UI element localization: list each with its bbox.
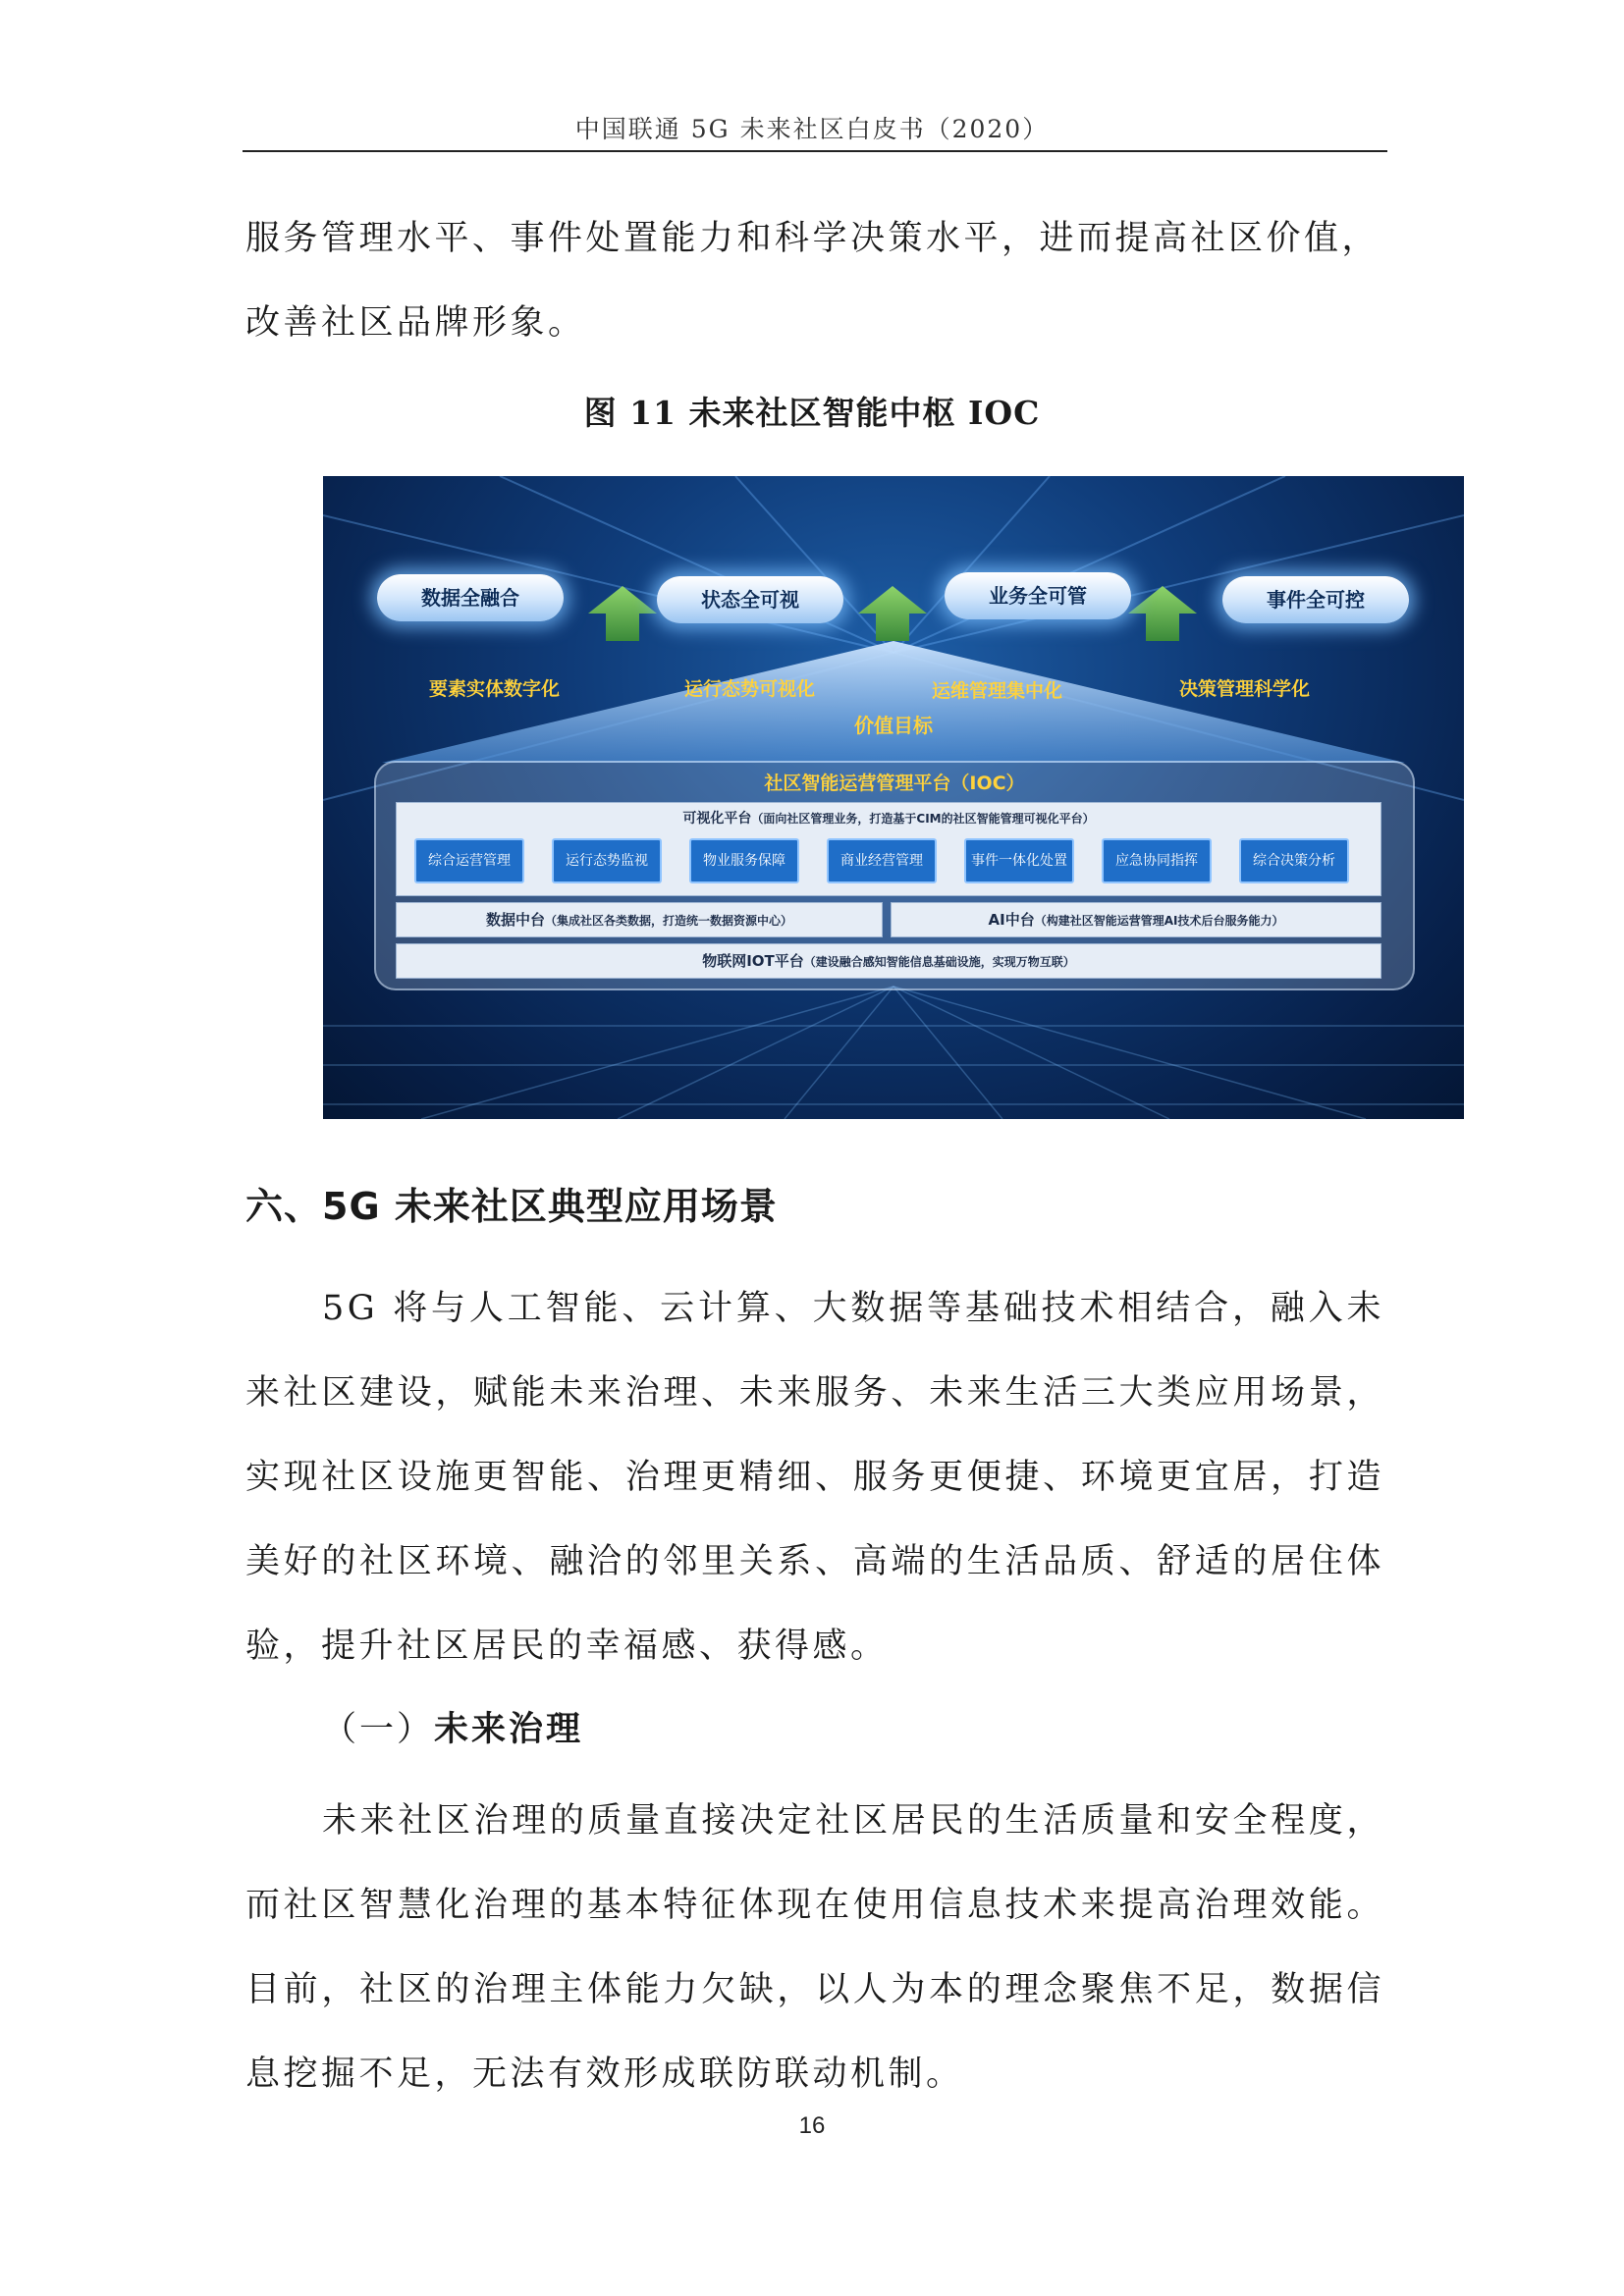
page-number: 16 xyxy=(798,2112,826,2139)
arrow-label-1: 要素实体数字化 xyxy=(429,678,561,700)
ai-platform-subtitle: （构建社区智能运营管理AI技术后台服务能力） xyxy=(1034,914,1284,928)
goal-pill-2: 状态全可视 xyxy=(657,576,843,623)
ioc-platform-panel xyxy=(374,761,1415,990)
subsection-heading xyxy=(322,1702,583,1751)
intro-paragraph xyxy=(245,196,1384,365)
module-box: 综合决策分析 xyxy=(1239,838,1349,883)
iot-platform-title: 物联网IOT平台 xyxy=(702,952,804,970)
iot-platform-bar xyxy=(396,943,1381,979)
module-box: 事件一体化处置 xyxy=(964,838,1074,883)
subsection-paragraph-text: 未来社区治理的质量直接决定社区居民的生活质量和安全程度，而社区智慧化治理的基本特征体现在使用信息技术来提高治理效能。目前，社区的治理主体能力欠缺，以人为本的理念聚焦不足，数据信息挖掘不足，无法有效形成联防联动机制。 xyxy=(245,1801,1384,2094)
arrow-label-3: 运维管理集中化 xyxy=(932,680,1063,702)
ai-platform-bar xyxy=(891,902,1381,937)
intro-line-1: 服务管理水平、事件处置能力和科学决策水平，进而提高社区价值， xyxy=(245,219,1380,258)
data-platform-bar xyxy=(396,902,883,937)
goal-pill-4: 事件全可控 xyxy=(1222,576,1409,623)
arrow-label-2: 运行态势可视化 xyxy=(684,678,816,700)
subsection-number: （一） xyxy=(322,1710,435,1749)
module-box: 商业经营管理 xyxy=(827,838,937,883)
iot-platform-subtitle: （建设融合感知智能信息基础设施，实现万物互联） xyxy=(803,955,1075,969)
section-heading: 六、5G 未来社区典型应用场景 xyxy=(245,1185,778,1228)
visualization-platform-title xyxy=(397,808,1380,828)
subsection-paragraph xyxy=(245,1779,1384,2116)
section-paragraph xyxy=(245,1266,1384,1688)
module-box: 综合运营管理 xyxy=(414,838,524,883)
visualization-platform-name: 可视化平台 xyxy=(682,811,752,827)
visualization-platform-box xyxy=(396,802,1381,896)
figure-caption: 图 11 未来社区智能中枢 IOC xyxy=(583,394,1041,432)
arrow-label-4: 决策管理科学化 xyxy=(1179,678,1311,700)
running-header: 中国联通 5G 未来社区白皮书（2020） xyxy=(574,115,1050,143)
goal-pill-1: 数据全融合 xyxy=(377,574,564,621)
section-paragraph-text: 5G 将与人工智能、云计算、大数据等基础技术相结合，融入未来社区建设，赋能未来治理、未来服务、未来生活三大类应用场景，实现社区设施更智能、治理更精细、服务更便捷、环境更宜居，打造美好的社区环境、融洽的邻里关系、高端的生活品质、舒适的居住体验，提升社区居民的幸福感、获得感。 xyxy=(245,1289,1384,1666)
value-target-label: 价值目标 xyxy=(854,714,933,737)
goal-pill-3: 业务全可管 xyxy=(945,572,1131,619)
intro-line-2: 改善社区品牌形象。 xyxy=(245,303,586,343)
visualization-platform-subtitle: （面向社区管理业务，打造基于CIM的社区智能管理可视化平台） xyxy=(751,812,1095,826)
ioc-figure xyxy=(323,476,1464,1119)
module-box: 应急协同指挥 xyxy=(1102,838,1212,883)
module-box: 物业服务保障 xyxy=(689,838,799,883)
ai-platform-title: AI中台 xyxy=(988,911,1035,929)
header-rule xyxy=(243,150,1387,152)
data-platform-subtitle: （集成社区各类数据，打造统一数据资源中心） xyxy=(545,914,793,928)
ioc-title: 社区智能运营管理平台（IOC） xyxy=(764,773,1025,794)
data-platform-title: 数据中台 xyxy=(485,911,545,929)
subsection-title: 未来治理 xyxy=(434,1709,584,1749)
module-box: 运行态势监视 xyxy=(552,838,662,883)
